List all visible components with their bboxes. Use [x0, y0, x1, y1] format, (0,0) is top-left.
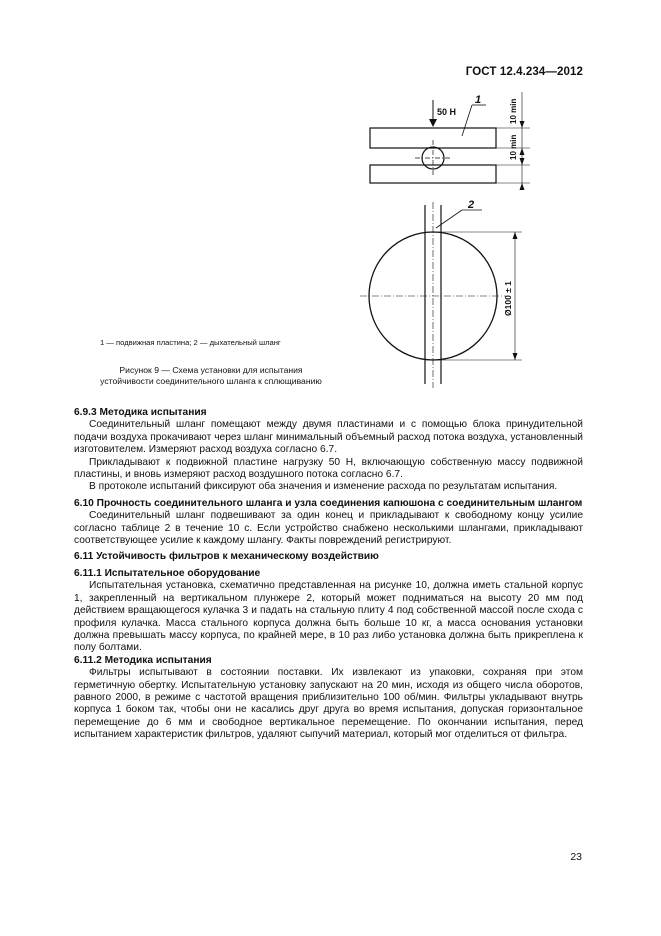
- paragraph: Испытательная установка, схематично представленная на рисунке 10, должна иметь стальной корпус 1, закрепленный на вертикальном плунжере 2, который может подниматься на высоту 20 мм под действием вращающегося кулачка 3 и падать на стальную плиту 4 под собственной массой после схода с профиля кулачка. Масса стального корпуса должна быть больше 10 кг, а масса основания установки должна превышать массу корпуса, по крайней мере, в 10 раз либо установка должна быть прикреплена к полу болтами.: [74, 580, 583, 654]
- paragraph: Соединительный шланг подвешивают за один конец и прикладывают к свободному концу усилие согласно таблице 2 в течение 10 с. Если устройство снабжено несколькими шлангами, прикладывают соответствующее усилие к каждому шлангу. Факты повреждений регистрируют.: [74, 510, 583, 547]
- page-number: 23: [570, 851, 582, 863]
- figure-caption: [0, 365, 422, 387]
- section-6-11-1-title: 6.11.1 Испытательное оборудование: [74, 567, 261, 579]
- section-6-11-title: 6.11 Устойчивость фильтров к механическому воздействию: [74, 551, 379, 563]
- paragraph: В протоколе испытаний фиксируют оба значения и изменение расхода по результатам испытания.: [89, 481, 558, 493]
- figure-legend: 1 — подвижная пластина; 2 — дыхательный шланг: [100, 338, 281, 347]
- section-6-9-3-title: 6.9.3 Методика испытания: [74, 407, 207, 418]
- paragraph: Прикладывают к подвижной пластине нагрузку 50 Н, включающую собственную массу подвижной пластины, и вновь измеряют расход воздушного потока согласно 6.7.: [74, 456, 583, 481]
- force-label: 50 Н: [437, 107, 457, 117]
- dim-gap-label: 10 min: [509, 134, 518, 160]
- dim-top-label: 10 min: [509, 98, 518, 124]
- paragraph: Фильтры испытывают в состоянии поставки. Их извлекают из упаковки, сохраняя при этом герметичную обертку. Испытательную установку запускают на 20 мин, исходя из общего числа оборотов, равного 2000, в режиме с частотой вращения приблизительно 100 об/мин. Фильтры укладывают внутрь корпуса 1 боком так, чтобы они не касались друг друга во время испытания, допуская горизонтальное перемещение до 6 мм и свободное вертикальное перемещение. По окончании испытания, перед испытанием характеристик фильтров, удаляют сыпучий материал, который мог отделиться от фильтра.: [74, 667, 583, 741]
- dim-diameter-label: Ø100 ± 1: [503, 281, 513, 316]
- section-6-10-title: 6.10 Прочность соединительного шланга и узла соединения капюшона с соединительным шлангом: [74, 497, 583, 509]
- document-header: ГОСТ 12.4.234—2012: [465, 66, 583, 78]
- section-6-11-2-title: 6.11.2 Методика испытания: [74, 654, 212, 666]
- caption-line-1: Рисунок 9 — Схема установки для испытания: [119, 365, 303, 375]
- callout-1: 1: [475, 94, 482, 106]
- paragraph: Соединительный шланг помещают между двумя пластинами и с помощью блока принудительной подачи воздуха прокачивают через шланг минимальный объемный расход потока воздуха, установленный изготовителем. Измеряют расход воздуха согласно 6.7.: [74, 419, 583, 456]
- callout-2: 2: [468, 199, 475, 211]
- document-body: [74, 407, 583, 742]
- caption-line-2: устойчивости соединительного шланга к сплющиванию: [100, 376, 322, 386]
